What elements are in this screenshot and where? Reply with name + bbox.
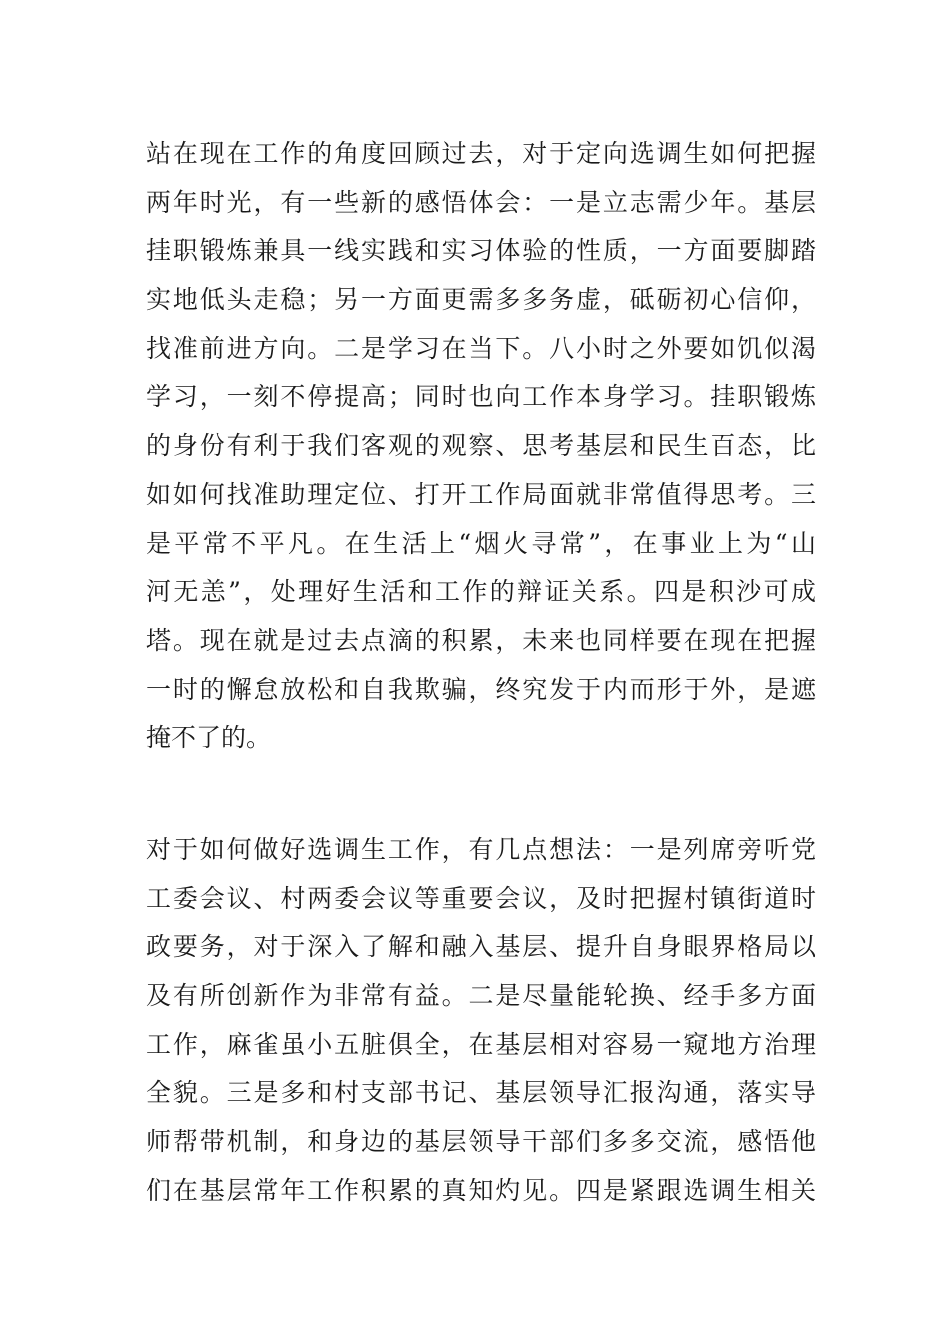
text-line: 一时的懈怠放松和自我欺骗，终究发于内而形于外，是遮 [146, 674, 816, 704]
text-line: 站在现在工作的角度回顾过去，对于定向选调生如何把握 [146, 139, 816, 168]
text-line: 塔。现在就是过去点滴的积累，未来也同样要在现在把握 [146, 625, 816, 655]
text-line: 及有所创新作为非常有益。二是尽量能轮换、经手多方面 [146, 981, 816, 1011]
text-line: 如如何找准助理定位、打开工作局面就非常值得思考。三 [146, 479, 816, 509]
text-line: 学习，一刻不停提高；同时也向工作本身学习。挂职锻炼 [146, 382, 816, 412]
text-line: 师帮带机制，和身边的基层领导干部们多多交流，感悟他 [146, 1127, 816, 1157]
text-line: 政要务，对于深入了解和融入基层、提升自身眼界格局以 [146, 932, 816, 962]
text-line: 们在基层常年工作积累的真知灼见。四是紧跟选调生相关 [146, 1175, 816, 1205]
text-line: 实地低头走稳；另一方面更需多多务虚，砥砺初心信仰， [146, 285, 816, 315]
text-line: 工作，麻雀虽小五脏俱全，在基层相对容易一窥地方治理 [146, 1029, 816, 1059]
text-line: 工委会议、村两委会议等重要会议，及时把握村镇街道时 [146, 883, 816, 913]
text-line: 全貌。三是多和村支部书记、基层领导汇报沟通，落实导 [146, 1078, 816, 1108]
text-line: 挂职锻炼兼具一线实践和实习体验的性质，一方面要脚踏 [146, 236, 816, 266]
paragraph-reflection [146, 130, 816, 763]
text-line: 找准前进方向。二是学习在当下。八小时之外要如饥似渴 [146, 333, 816, 363]
text-line: 河无恙”，处理好生活和工作的辩证关系。四是积沙可成 [146, 577, 816, 607]
text-line: 的身份有利于我们客观的观察、思考基层和民生百态，比 [146, 431, 816, 461]
text-line: 对于如何做好选调生工作，有几点想法：一是列席旁听党 [146, 835, 816, 864]
text-line: 是平常不平凡。在生活上“烟火寻常”，在事业上为“山 [146, 528, 816, 558]
paragraph-suggestions [146, 826, 816, 1216]
text-line: 掩不了的。 [146, 723, 272, 753]
text-line: 两年时光，有一些新的感悟体会：一是立志需少年。基层 [146, 187, 816, 217]
